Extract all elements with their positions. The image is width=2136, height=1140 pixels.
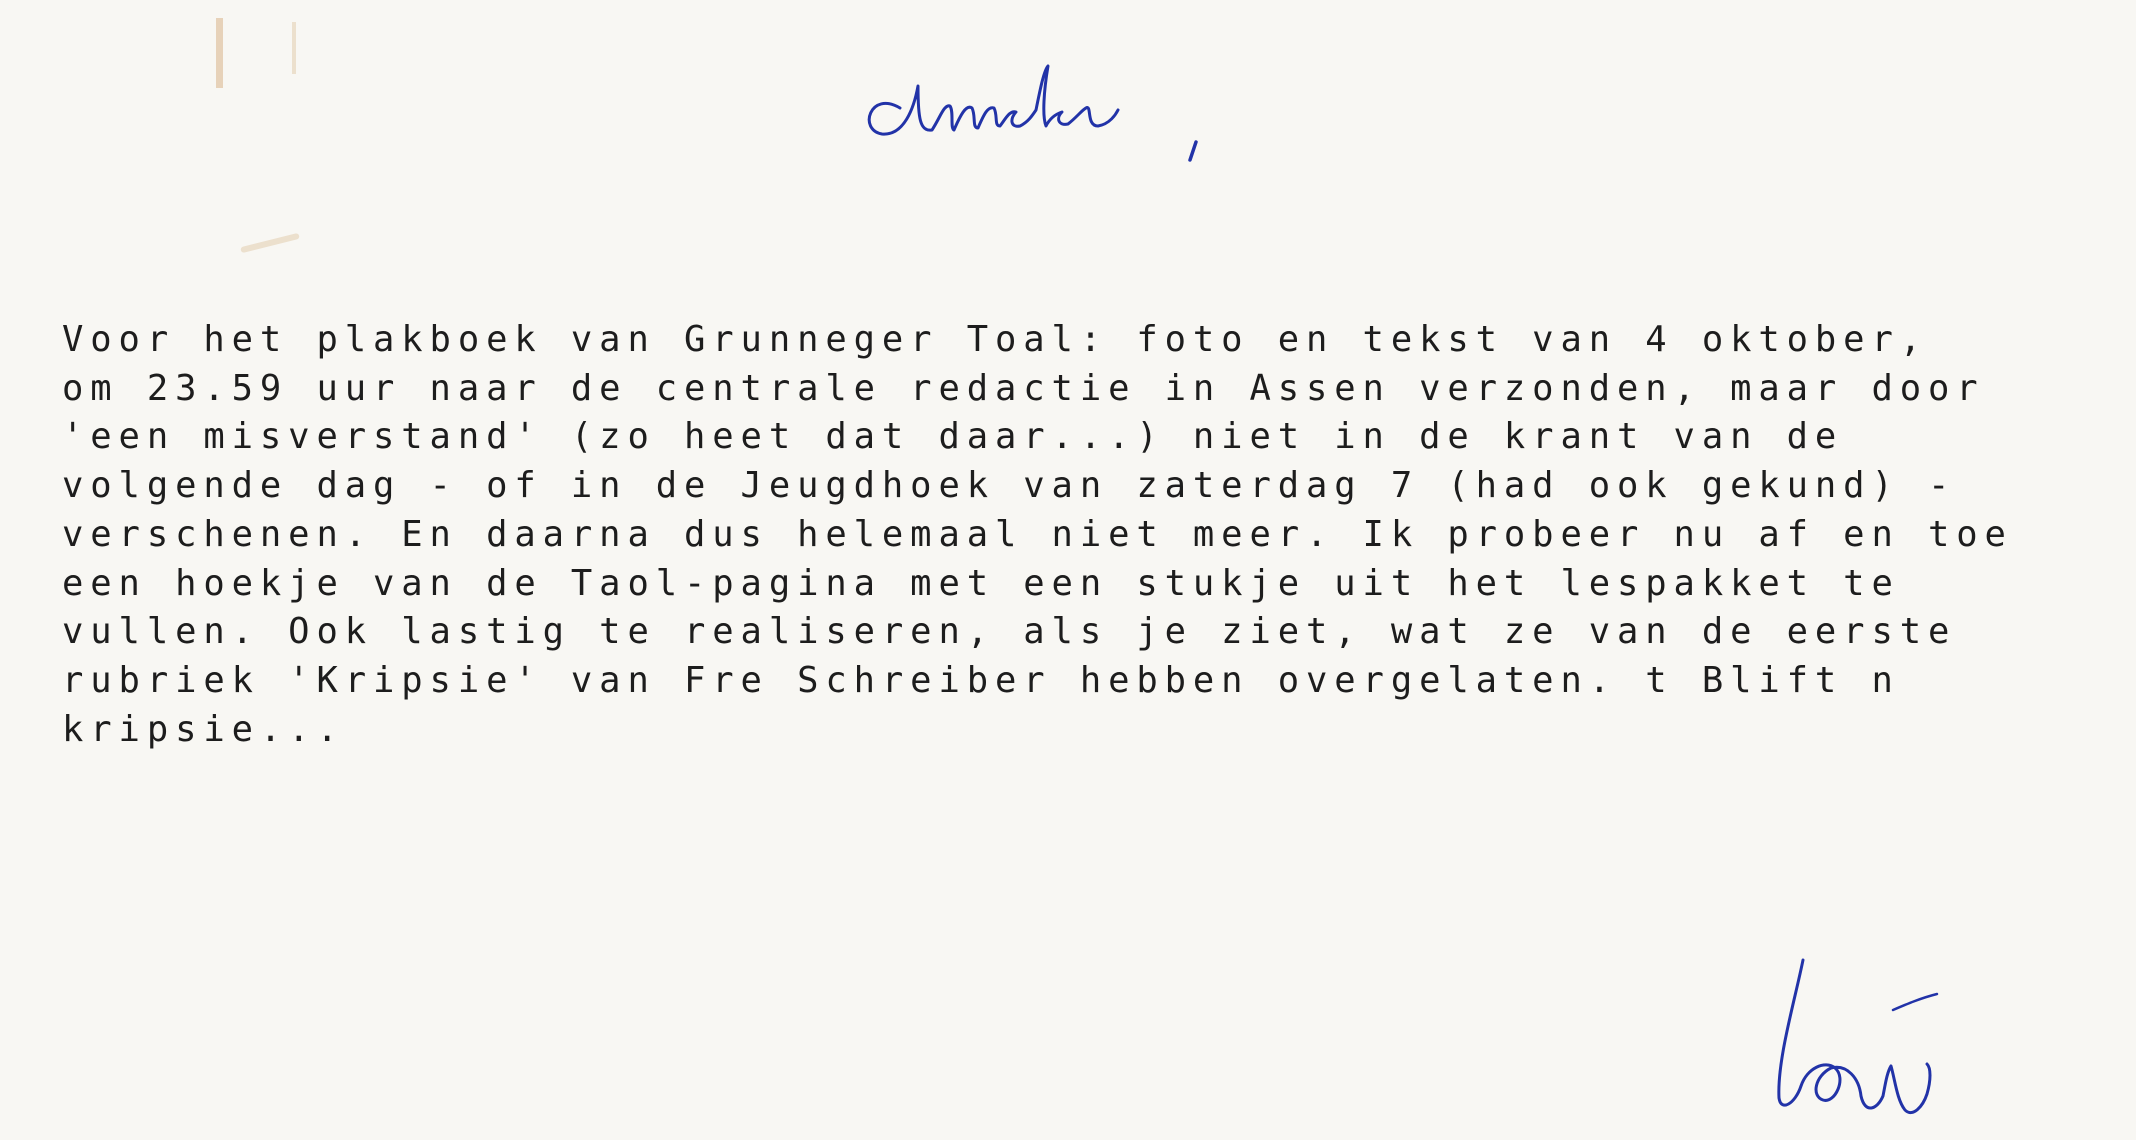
text-line: 'een misverstand' (zo heet dat daar...) niet in de krant van de bbox=[62, 416, 1844, 458]
text-line: om 23.59 uur naar de centrale redactie in Assen verzonden, maar door bbox=[62, 367, 1985, 409]
text-line: volgende dag - of in de Jeugdhoek van zaterdag 7 (had ook gekund) - bbox=[62, 465, 1957, 507]
text-line: vullen. Ook lastig te realiseren, als je ziet, wat ze van de eerste bbox=[62, 611, 1957, 653]
typed-message bbox=[62, 316, 2122, 754]
handwritten-greeting bbox=[860, 30, 1220, 180]
text-line: verschenen. En daarna dus helemaal niet meer. Ik probeer nu af en toe bbox=[62, 513, 2013, 555]
text-line: rubriek 'Kripsie' van Fre Schreiber hebben overgelaten. t Blift n bbox=[62, 659, 1900, 701]
tape-stain bbox=[216, 18, 223, 88]
text-line: Voor het plakboek van Grunneger Toal: foto en tekst van 4 oktober, bbox=[62, 319, 1929, 360]
handwritten-signature bbox=[1755, 900, 1995, 1130]
tape-stain bbox=[292, 22, 296, 74]
text-line: een hoekje van de Taol-pagina met een stukje uit het lespakket te bbox=[62, 562, 1900, 604]
tape-stain bbox=[240, 233, 300, 253]
text-line: kripsie... bbox=[62, 708, 345, 750]
